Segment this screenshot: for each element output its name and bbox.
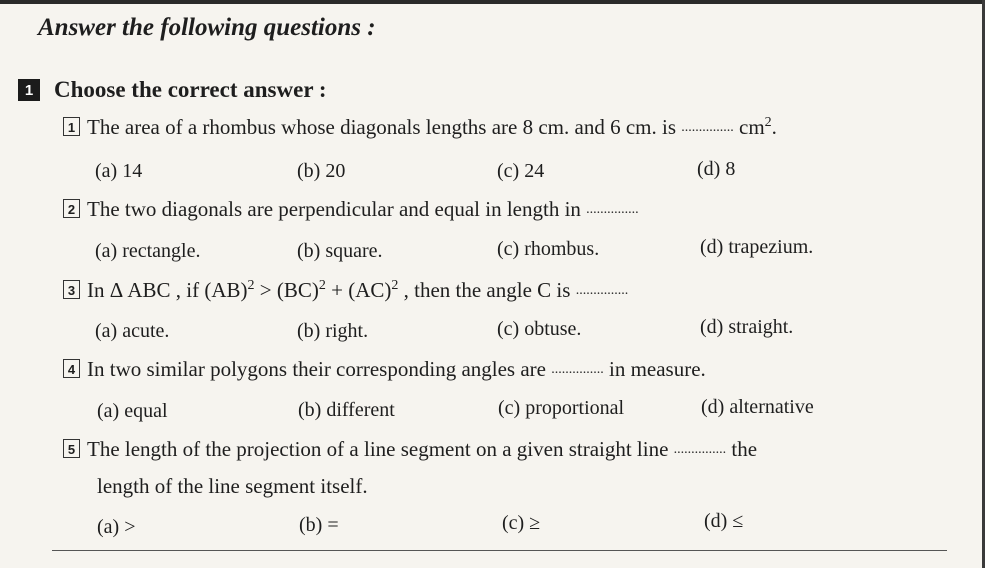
- question-number: 3: [63, 280, 80, 299]
- end-period: .: [771, 115, 777, 139]
- option-c: (c) rhombus.: [497, 238, 600, 260]
- option-b: (b) square.: [297, 240, 383, 262]
- question-number: 5: [63, 439, 80, 458]
- page-heading: Answer the following questions :: [38, 14, 376, 41]
- option-b: (b) 20: [297, 160, 346, 182]
- question-text: The two diagonals are perpendicular and equal in length in: [87, 197, 581, 221]
- option-d: (d) trapezium.: [700, 236, 814, 258]
- bottom-rule: [52, 550, 947, 551]
- question-number: 1: [63, 117, 80, 136]
- question-number: 2: [63, 199, 80, 218]
- question-2: [63, 197, 639, 222]
- section-heading: [18, 77, 327, 103]
- question-text-part: , then the angle C is: [398, 278, 571, 302]
- answer-blank: ...............: [673, 442, 727, 457]
- answer-blank: ...............: [551, 362, 604, 377]
- option-d: (d) straight.: [700, 316, 794, 338]
- question-text: The area of a rhombus whose diagonals lengths are 8 cm. and 6 cm. is: [87, 115, 676, 139]
- unit: cm: [739, 115, 765, 139]
- option-c: (c) 24: [497, 160, 545, 182]
- answer-blank: ...............: [575, 283, 629, 298]
- section-title: Choose the correct answer :: [54, 77, 327, 102]
- question-text: The length of the projection of a line segment on a given straight line: [87, 437, 669, 461]
- answer-blank: ...............: [681, 120, 734, 135]
- page-top-edge: [0, 0, 985, 4]
- option-a: (a) rectangle.: [95, 240, 201, 262]
- question-text-part: > (BC): [254, 278, 319, 302]
- question-3: [63, 278, 628, 303]
- option-a: (a) >: [97, 516, 136, 538]
- question-4: [63, 357, 706, 382]
- answer-blank: ...............: [586, 202, 639, 217]
- section-number-badge: 1: [18, 79, 40, 101]
- option-c: (c) ≥: [502, 512, 541, 534]
- option-a: (a) equal: [97, 400, 168, 422]
- question-text: In two similar polygons their corresponding angles are: [87, 357, 546, 381]
- option-d: (d) alternative: [701, 396, 814, 418]
- option-d: (d) ≤: [704, 510, 744, 532]
- question-text-part: In Δ ABC , if (AB): [87, 278, 248, 302]
- unit-exponent: 2: [764, 115, 772, 130]
- option-a: (a) acute.: [95, 320, 170, 342]
- option-d: (d) 8: [697, 158, 736, 180]
- option-b: (b) right.: [297, 320, 369, 342]
- question-text-tail: in measure.: [608, 357, 706, 381]
- question-5-continuation: length of the line segment itself.: [97, 474, 368, 498]
- question-text-part: + (AC): [325, 278, 392, 302]
- question-text-tail: the: [731, 437, 758, 461]
- option-b: (b) different: [298, 399, 395, 421]
- option-a: (a) 14: [95, 160, 143, 182]
- question-number: 4: [63, 359, 80, 378]
- question-5: [63, 437, 757, 462]
- exponent: 2: [391, 278, 399, 293]
- exponent: 2: [318, 278, 326, 293]
- option-b: (b) =: [299, 514, 339, 536]
- option-c: (c) obtuse.: [497, 318, 582, 340]
- option-c: (c) proportional: [498, 397, 625, 419]
- exponent: 2: [247, 278, 255, 293]
- question-1: [63, 115, 777, 140]
